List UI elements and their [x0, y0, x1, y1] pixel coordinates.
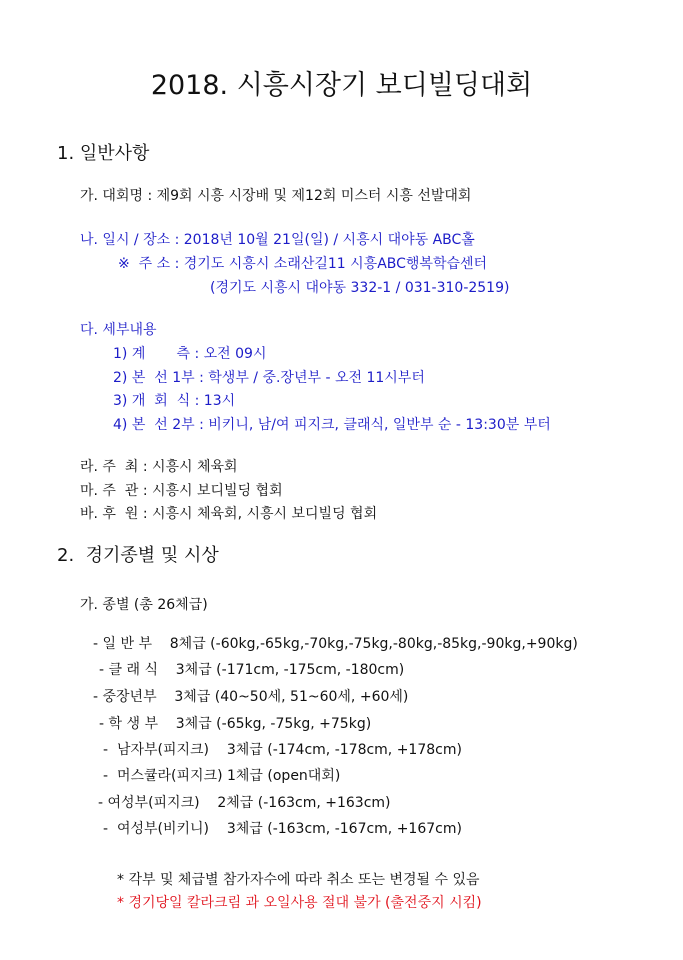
section1-heading: 1. 일반사항 — [57, 143, 150, 164]
event-student: - 학 생 부 3체급 (-65kg, -75kg, +75kg) — [99, 716, 372, 732]
item-ga-event-name: 가. 대회명 : 제9회 시흥 시장배 및 제12회 미스터 시흥 선발대회 — [80, 188, 472, 204]
schedule-item-1: 1) 계 측 : 오전 09시 — [113, 346, 267, 362]
note-warning: * 경기당일 칼라크림 과 오일사용 절대 불가 (출전중지 시킴) — [117, 895, 482, 911]
event-men-physique: - 남자부(피지크) 3체급 (-174cm, -178cm, +178cm) — [103, 742, 462, 758]
item-na-address-detail: (경기도 시흥시 대야동 332-1 / 031-310-2519) — [210, 280, 510, 296]
item-da-details: 다. 세부내용 — [80, 322, 157, 338]
schedule-item-4: 4) 본 선 2부 : 비키니, 남/여 피지크, 클래식, 일반부 순 - 13:30분 부터 — [113, 417, 551, 433]
note-cancellation: * 각부 및 체급별 참가자수에 따라 취소 또는 변경될 수 있음 — [117, 872, 480, 888]
schedule-item-2: 2) 본 선 1부 : 학생부 / 중.장년부 - 오전 11시부터 — [113, 370, 425, 386]
item-na-date-venue: 나. 일시 / 장소 : 2018년 10월 21일(일) / 시흥시 대야동 ABC홀 — [80, 232, 475, 248]
event-masters: - 중장년부 3체급 (40~50세, 51~60세, +60세) — [93, 689, 409, 705]
item-ba-sponsor: 바. 후 원 : 시흥시 체육회, 시흥시 보디빌딩 협회 — [80, 506, 378, 522]
section2-heading: 2. 경기종별 및 시상 — [57, 545, 219, 566]
event-general: - 일 반 부 8체급 (-60kg,-65kg,-70kg,-75kg,-80kg,-85kg,-90kg,+90kg) — [93, 636, 578, 652]
item-na-address: ※ 주 소 : 경기도 시흥시 소래산길11 시흥ABC행복학습센터 — [118, 256, 488, 272]
item-ma-organizer: 마. 주 관 : 시흥시 보디빌딩 협회 — [80, 483, 283, 499]
item-ga-categories: 가. 종별 (총 26체급) — [80, 597, 208, 613]
event-women-physique: - 여성부(피지크) 2체급 (-163cm, +163cm) — [98, 795, 391, 811]
event-classic: - 클 래 식 3체급 (-171cm, -175cm, -180cm) — [99, 662, 405, 678]
item-ra-host: 라. 주 최 : 시흥시 체육회 — [80, 459, 238, 475]
schedule-item-3: 3) 개 회 식 : 13시 — [113, 393, 236, 409]
event-women-bikini: - 여성부(비키니) 3체급 (-163cm, -167cm, +167cm) — [103, 821, 462, 837]
event-muscular-physique: - 머스큘라(피지크) 1체급 (open대회) — [103, 768, 341, 784]
page-title: 2018. 시흥시장기 보디빌딩대회 — [150, 70, 533, 101]
